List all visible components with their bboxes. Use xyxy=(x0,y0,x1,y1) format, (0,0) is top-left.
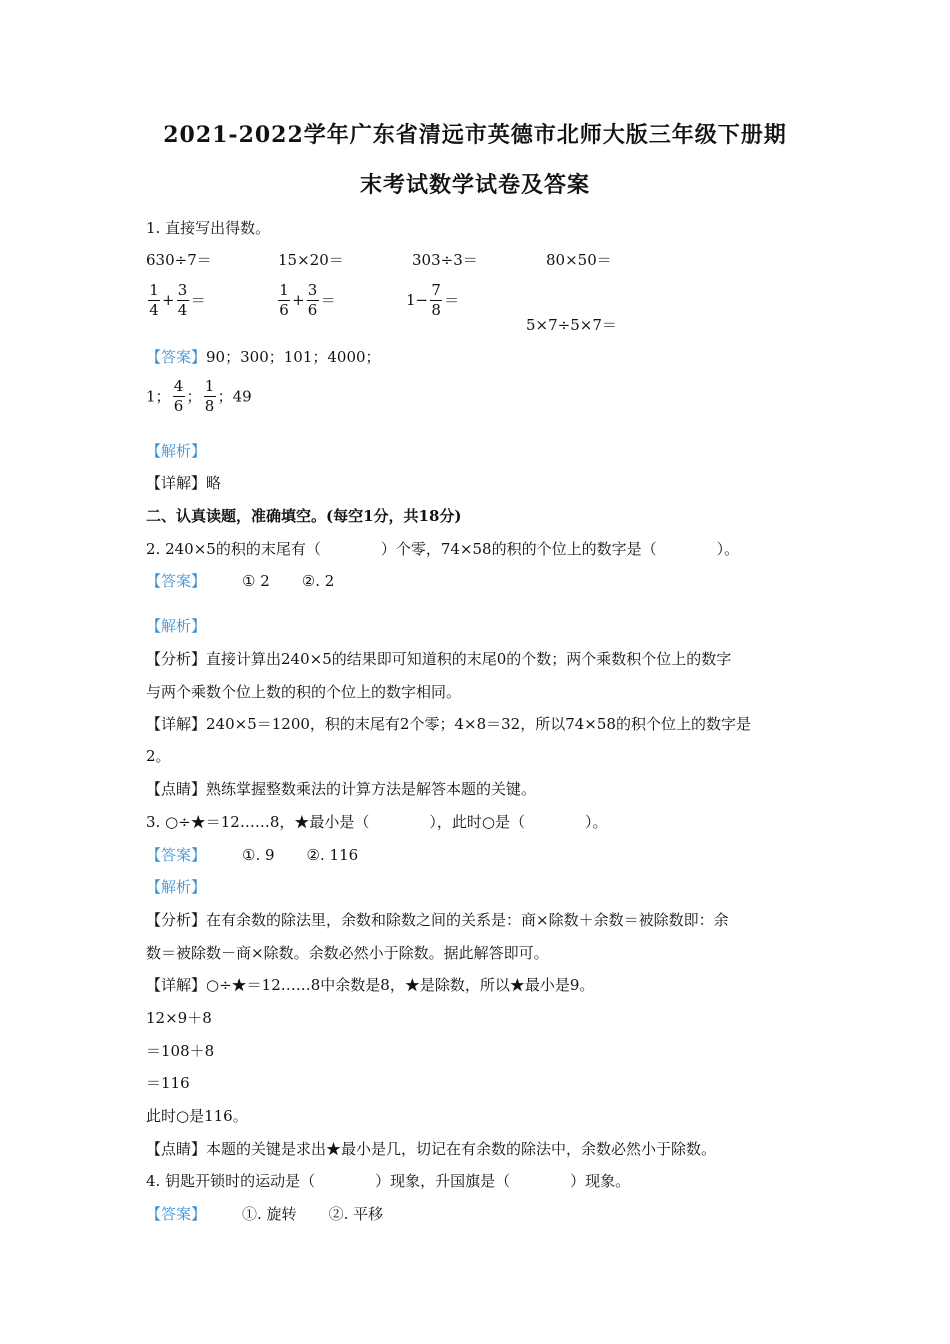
q2-analysis-tag: 【解析】 xyxy=(146,617,207,635)
q1-expr-5: 5×7÷5×7＝ xyxy=(526,316,617,334)
q2-detail-1: 【详解】240×5＝1200，积的末尾有2个零；4×8＝32，所以74×58的积个位上的数字是 xyxy=(146,715,751,733)
q1-answer: 【答案】90；300；101；4000； xyxy=(146,348,381,366)
q2-fenxi-1: 【分析】直接计算出240×5的结果即可知道积的末尾0的个数；两个乘数积个位上的数字 xyxy=(146,650,732,668)
q4-stem: 4. 钥匙开锁时的运动是（ ）现象，升国旗是（ ）现象。 xyxy=(146,1172,631,1190)
q3-calc-3: ＝116 xyxy=(146,1074,190,1092)
q3-answer: 【答案】 ①. 9 ②. 116 xyxy=(146,846,359,864)
q3-stem: 3. ○÷★＝12……8，★最小是（ ），此时○是（ ）。 xyxy=(146,813,608,831)
q2-answer: 【答案】 ① 2 ②. 2 xyxy=(146,572,335,590)
q1-fraction-expr-1: $\frac{1}{4}$ + $\frac{3}{4}$ ＝ xyxy=(149,281,206,319)
q1-detail: 【详解】略 xyxy=(146,474,222,492)
q3-dianjing: 【点睛】本题的关键是求出★最小是几，切记在有余数的除法中，余数必然小于除数。 xyxy=(146,1140,717,1158)
q1-expr-3: 303÷3＝ xyxy=(412,251,478,269)
answer-tag: 【答案】 xyxy=(146,572,207,590)
fraction: $\frac{1}{6}$ xyxy=(279,281,289,319)
q1-fraction-expr-3: 1− $\frac{7}{8}$ ＝ xyxy=(406,281,460,319)
answer-tag: 【答案】 xyxy=(146,846,207,864)
fraction: $\frac{3}{4}$ xyxy=(177,281,188,319)
q3-analysis-tag: 【解析】 xyxy=(146,878,207,896)
q2-detail-2: 2。 xyxy=(146,747,171,765)
q3-fenxi-2: 数＝被除数－商×除数。余数必然小于除数。据此解答即可。 xyxy=(146,944,549,962)
q3-calc-2: ＝108＋8 xyxy=(146,1042,215,1060)
fraction: $\frac{1}{8}$ xyxy=(204,377,215,415)
document-title-line2: 末考试数学试卷及答案 xyxy=(359,172,590,198)
q1-stem: 1. 直接写出得数。 xyxy=(146,219,271,237)
q3-calc-1: 12×9＋8 xyxy=(146,1009,212,1027)
q2-stem: 2. 240×5的积的末尾有（ ）个零，74×58的积的个位上的数字是（ ）。 xyxy=(146,540,740,558)
q1-expr-4: 80×50＝ xyxy=(546,251,612,269)
fraction: $\frac{3}{6}$ xyxy=(307,281,318,319)
q3-detail-1: 【详解】○÷★＝12……8中余数是8，★是除数，所以★最小是9。 xyxy=(146,976,595,994)
fraction: $\frac{4}{6}$ xyxy=(173,377,184,415)
answer-tag: 【答案】 xyxy=(146,1205,207,1223)
fraction: $\frac{7}{8}$ xyxy=(431,281,441,319)
q1-analysis-tag: 【解析】 xyxy=(146,442,207,460)
q2-dianjing: 【点睛】熟练掌握整数乘法的计算方法是解答本题的关键。 xyxy=(146,780,537,798)
answer-tag: 【答案】 xyxy=(146,348,207,366)
q1-expr-2: 15×20＝ xyxy=(278,251,344,269)
document-title-line1: 2021-2022学年广东省清远市英德市北师大版三年级下册期 xyxy=(163,122,787,148)
fraction: $\frac{1}{4}$ xyxy=(149,281,159,319)
section-2-heading: 二、认真读题，准确填空。(每空1分，共18分) xyxy=(146,507,462,525)
q2-fenxi-2: 与两个乘数个位上数的积的个位上的数字相同。 xyxy=(146,683,462,701)
q1-fraction-expr-2: $\frac{1}{6}$ + $\frac{3}{6}$ ＝ xyxy=(279,281,336,319)
q3-result: 此时○是116。 xyxy=(146,1107,248,1125)
q1-expr-1: 630÷7＝ xyxy=(146,251,212,269)
q4-answer: 【答案】 ①. 旋转 ②. 平移 xyxy=(146,1205,384,1223)
q1-answer-fractions: 1； $\frac{4}{6}$ ； $\frac{1}{8}$ ；49 xyxy=(146,377,252,415)
q3-fenxi-1: 【分析】在有余数的除法里，余数和除数之间的关系是：商×除数＋余数＝被除数即：余 xyxy=(146,911,729,929)
